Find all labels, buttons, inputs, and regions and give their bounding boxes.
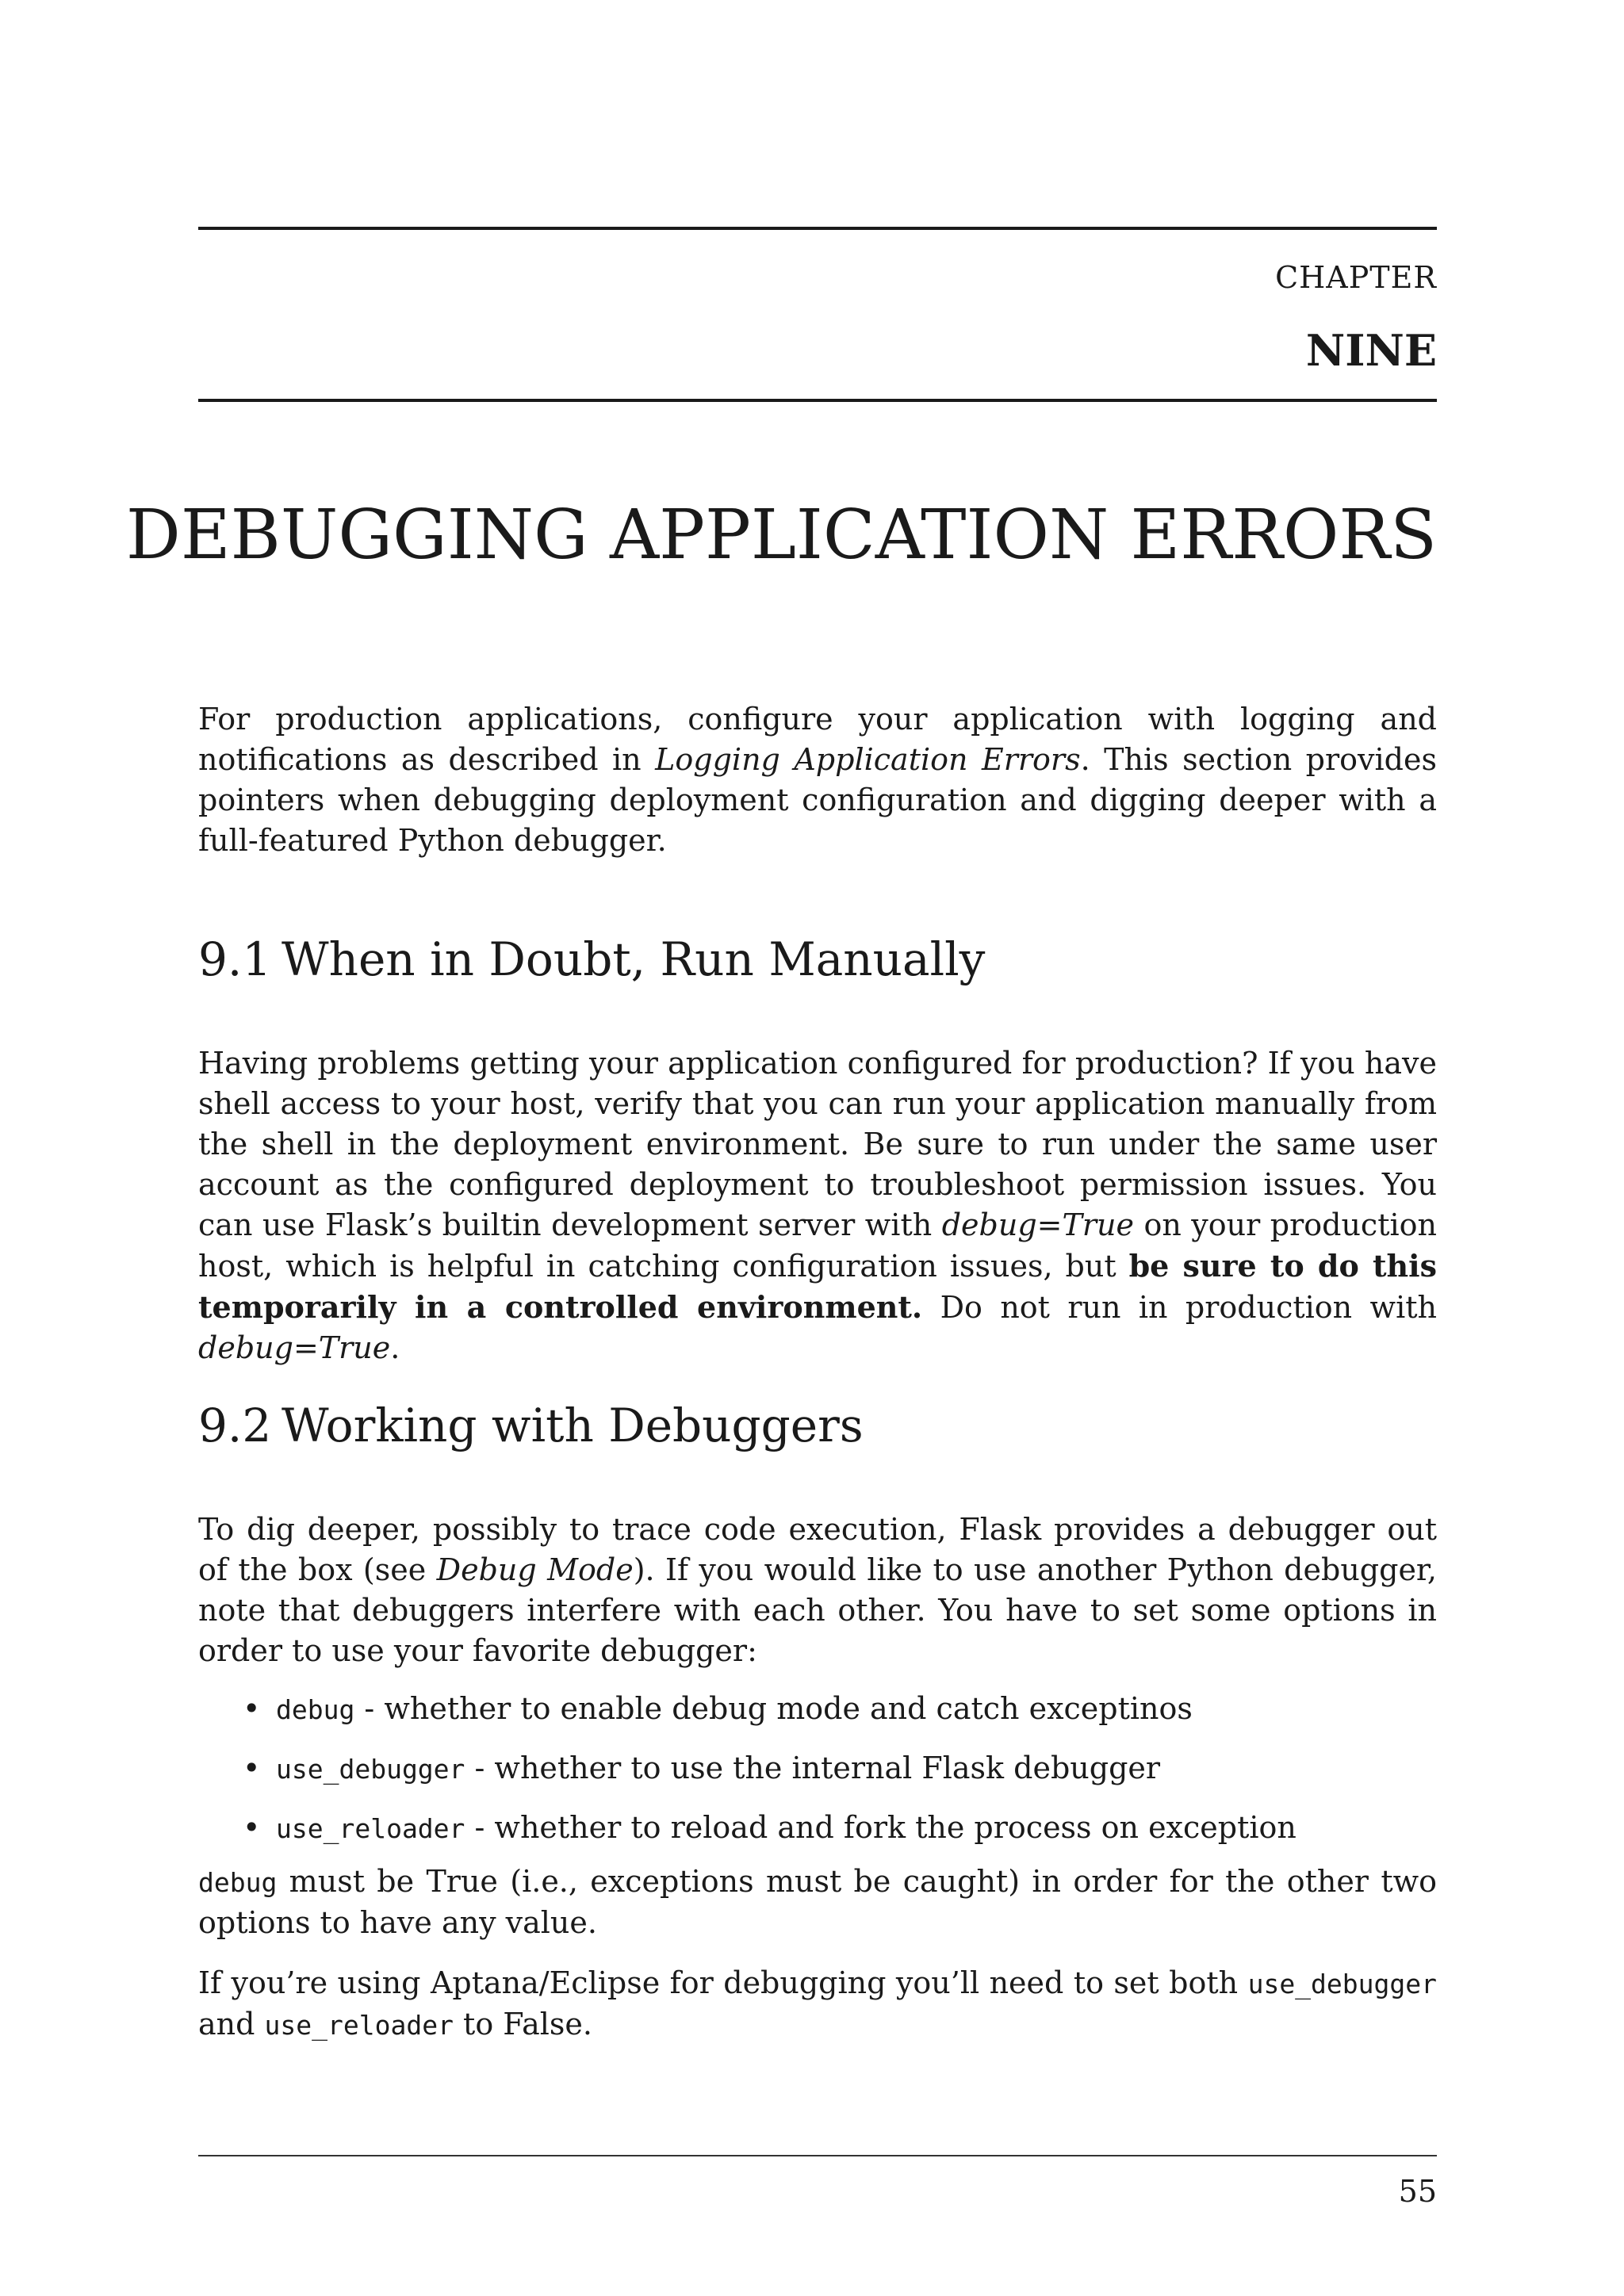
logging-errors-link[interactable]: Logging Application Errors (655, 742, 1081, 777)
warning-bold-text: be sure to do this temporarily in a controlled environment. (198, 1248, 1437, 1325)
list-item (243, 1689, 1432, 1748)
paragraph-text: . (390, 1330, 400, 1365)
chapter-number: NINE (1305, 325, 1437, 376)
debug-mode-link[interactable]: Debug Mode (436, 1552, 634, 1587)
eclipse-paragraph (198, 1963, 1437, 2045)
section-title: Working with Debuggers (282, 1399, 864, 1452)
paragraph-text: on your production host, which is helpful in catching configuration issues, but (198, 1207, 1437, 1284)
inline-code: use_debugger (1247, 1969, 1437, 1999)
section-heading-9-1 (198, 932, 985, 986)
debug-requirement-paragraph (198, 1862, 1437, 1943)
intro-text-1: For production applications, configure your application with logging and notifications as described in (198, 702, 1437, 777)
section-heading-9-2 (198, 1399, 864, 1452)
paragraph-text: and (198, 2007, 265, 2042)
footer-rule (198, 2155, 1437, 2156)
chapter-bottom-rule (198, 399, 1437, 402)
bullet-icon: • (243, 1810, 261, 1845)
option-code: use_reloader (276, 1813, 465, 1844)
chapter-label: CHAPTER (1275, 260, 1437, 295)
document-page (125, 0, 1438, 2296)
intro-text-2: . This section provides pointers when debugging deployment configuration and digging deeper with a full-featured Python debugger. (198, 742, 1437, 858)
paragraph-text: Having problems getting your application configured for production? If you have shell access to your host, verify that you can run your application manually from the shell in the deployment environment. Be sure to run under the same user account as the configured deployment to troubleshoot permission issues. You can use Flask’s builtin development server with (198, 1046, 1437, 1242)
debug-true-emphasis: debug=True (198, 1330, 391, 1365)
option-description: - whether to enable debug mode and catch exceptinos (354, 1691, 1193, 1726)
debuggers-paragraph (198, 1510, 1437, 1671)
section-number: 9.1 (198, 932, 272, 986)
debug-true-emphasis: debug=True (941, 1207, 1134, 1242)
run-manually-paragraph (198, 1043, 1437, 1368)
intro-paragraph (198, 699, 1437, 861)
bullet-icon: • (243, 1751, 261, 1785)
paragraph-text: must be True (i.e., exceptions must be caught) in order for the other two options to have any value. (198, 1864, 1437, 1940)
inline-code: debug (198, 1867, 278, 1898)
bullet-icon: • (243, 1691, 261, 1726)
paragraph-text: To dig deeper, possibly to trace code execution, Flask provides a debugger out of the box (see (198, 1512, 1437, 1587)
paragraph-text: Do not run in production with (922, 1290, 1437, 1325)
list-item (243, 1748, 1432, 1808)
section-number: 9.2 (198, 1399, 272, 1452)
option-description: - whether to use the internal Flask debugger (465, 1751, 1161, 1785)
page-number: 55 (1398, 2174, 1437, 2209)
inline-code: use_reloader (264, 2010, 454, 2041)
paragraph-text: ). If you would like to use another Python debugger, note that debuggers interfere with each other. You have to set some options in order to use your favorite debugger: (198, 1552, 1438, 1668)
chapter-top-rule (198, 227, 1437, 230)
chapter-title: DEBUGGING APPLICATION ERRORS (125, 496, 1437, 575)
option-description: - whether to reload and fork the process on exception (465, 1810, 1297, 1845)
paragraph-text: to False. (453, 2007, 592, 2042)
debugger-options-list (243, 1689, 1432, 1867)
section-title: When in Doubt, Run Manually (282, 932, 986, 986)
option-code: debug (276, 1694, 355, 1725)
list-item (243, 1808, 1432, 1867)
option-code: use_debugger (276, 1754, 465, 1785)
paragraph-text: If you’re using Aptana/Eclipse for debugging you’ll need to set both (198, 1965, 1248, 2000)
